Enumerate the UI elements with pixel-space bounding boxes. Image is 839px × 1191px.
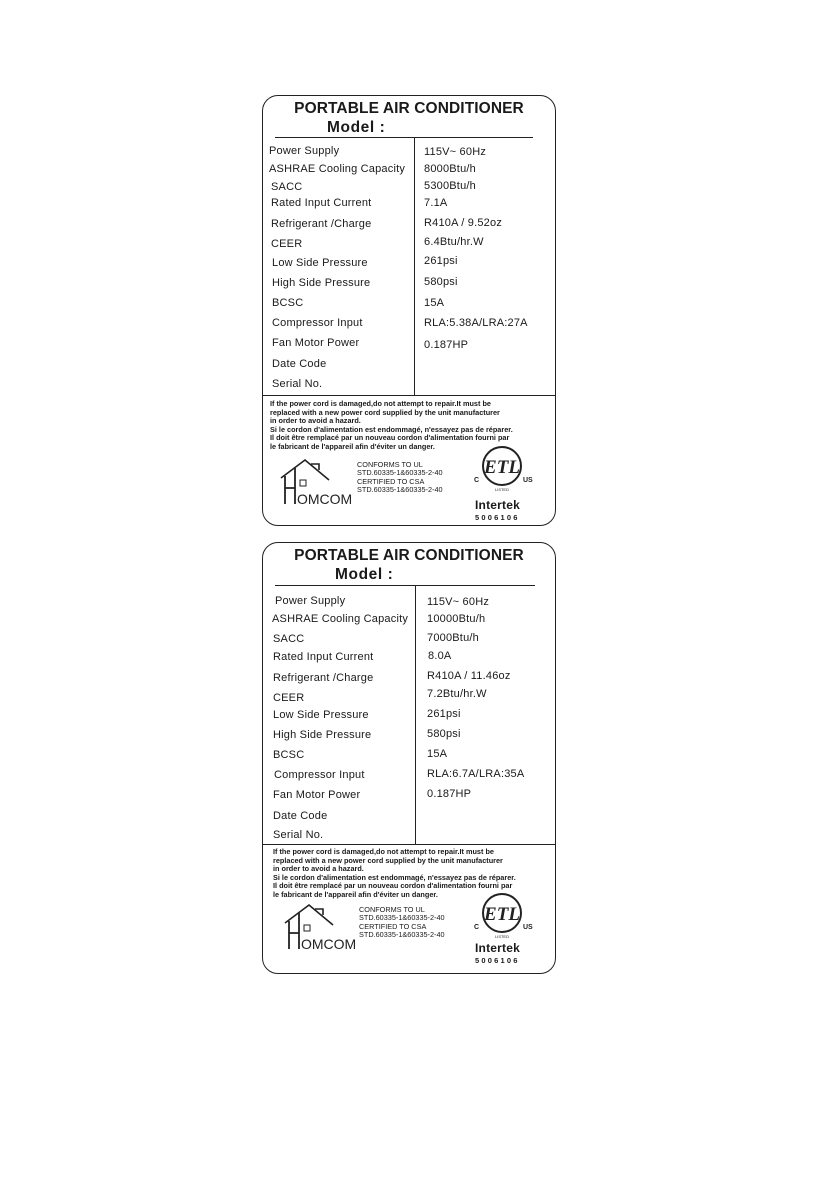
etl-text: ETL bbox=[484, 457, 520, 478]
spec-label-sacc: SACC bbox=[271, 181, 303, 193]
spec-label-serial: Serial No. bbox=[273, 829, 324, 841]
spec-value-power-supply: 115V~ 60Hz bbox=[424, 146, 487, 158]
intertek-text: Intertek bbox=[475, 498, 520, 512]
cert-line: STD.60335-1&60335-2-40 bbox=[359, 930, 445, 940]
warning-line: replaced with a new power cord supplied by the unit manufacturer bbox=[270, 407, 500, 417]
spec-value-rated-current: 7.1A bbox=[424, 197, 448, 209]
spec-label-rated-current: Rated Input Current bbox=[271, 197, 372, 209]
cert-line: CONFORMS TO UL bbox=[359, 905, 425, 914]
divider bbox=[275, 585, 535, 586]
warning-line: Il doit être remplacé par un nouveau cordon d'alimentation fourni par bbox=[273, 881, 513, 891]
column-divider bbox=[414, 137, 415, 395]
warning-line: Si le cordon d'alimentation est endommagé, n'essayez pas de réparer. bbox=[270, 424, 513, 434]
spec-value-low-pressure: 261psi bbox=[424, 255, 458, 267]
spec-label-power-supply: Power Supply bbox=[275, 595, 346, 607]
etl-c-text: C bbox=[474, 924, 480, 931]
spec-value-refrigerant: R410A / 11.46oz bbox=[427, 670, 511, 682]
label-title: PORTABLE AIR CONDITIONER bbox=[294, 100, 524, 117]
cert-line: CERTIFIED TO CSA bbox=[359, 921, 427, 931]
spec-label-refrigerant: Refrigerant /Charge bbox=[273, 672, 374, 684]
spec-label-cooling-capacity: ASHRAE Cooling Capacity bbox=[272, 613, 409, 625]
divider bbox=[263, 844, 555, 845]
warning-line: Il doit être remplacé par un nouveau cordon d'alimentation fourni par bbox=[270, 433, 510, 443]
spec-value-high-pressure: 580psi bbox=[424, 276, 458, 288]
etl-listed-mark bbox=[471, 891, 533, 941]
warning-line: Si le cordon d'alimentation est endommagé, n'essayez pas de réparer. bbox=[273, 872, 516, 882]
spec-label-date-code: Date Code bbox=[273, 810, 328, 822]
spec-value-ceer: 6.4Btu/hr.W bbox=[424, 236, 484, 248]
spec-label-ceer: CEER bbox=[271, 238, 303, 250]
spec-label-serial: Serial No. bbox=[272, 378, 323, 390]
spec-value-rated-current: 8.0A bbox=[428, 650, 452, 662]
spec-label-1 bbox=[262, 95, 556, 526]
spec-label-rated-current: Rated Input Current bbox=[273, 651, 374, 663]
spec-value-sacc: 5300Btu/h bbox=[424, 180, 476, 192]
spec-value-cooling-capacity: 10000Btu/h bbox=[427, 613, 486, 625]
etl-us-text: US bbox=[523, 477, 533, 484]
spec-value-compressor-input: RLA:6.7A/LRA:35A bbox=[427, 768, 525, 780]
spec-label-compressor-input: Compressor Input bbox=[272, 317, 363, 329]
spec-label-ceer: CEER bbox=[273, 692, 305, 704]
spec-label-2 bbox=[262, 542, 556, 974]
spec-value-cooling-capacity: 8000Btu/h bbox=[424, 163, 476, 175]
warning-line: replaced with a new power cord supplied by the unit manufacturer bbox=[273, 855, 503, 865]
column-divider bbox=[415, 585, 416, 844]
spec-label-refrigerant: Refrigerant /Charge bbox=[271, 218, 372, 230]
etl-listed-text: LISTED bbox=[494, 934, 510, 939]
cert-number: 5006106 bbox=[475, 513, 520, 522]
warning-line: If the power cord is damaged,do not attempt to repair.It must be bbox=[270, 399, 491, 408]
spec-value-bcsc: 15A bbox=[427, 748, 448, 760]
intertek-text: Intertek bbox=[475, 941, 520, 955]
warning-line: le fabricant de l'appareil afin d'éviter un danger. bbox=[270, 441, 435, 451]
spec-value-sacc: 7000Btu/h bbox=[427, 632, 479, 644]
etl-text: ETL bbox=[484, 904, 520, 925]
homcom-logo bbox=[275, 458, 353, 508]
homcom-logo bbox=[279, 903, 357, 953]
spec-label-low-pressure: Low Side Pressure bbox=[272, 257, 368, 269]
spec-label-date-code: Date Code bbox=[272, 358, 327, 370]
etl-listed-mark bbox=[471, 444, 533, 494]
certification-text bbox=[359, 906, 445, 940]
spec-label-high-pressure: High Side Pressure bbox=[273, 729, 372, 741]
spec-value-fan-motor: 0.187HP bbox=[424, 339, 469, 351]
spec-label-bcsc: BCSC bbox=[272, 297, 304, 309]
model-label: Model : bbox=[327, 119, 386, 136]
warning-line: in order to avoid a hazard. bbox=[273, 864, 364, 874]
warning-line: le fabricant de l'appareil afin d'éviter un danger. bbox=[273, 889, 438, 899]
spec-label-high-pressure: High Side Pressure bbox=[272, 277, 371, 289]
cert-line: STD.60335-1&60335-2-40 bbox=[359, 913, 445, 923]
spec-value-bcsc: 15A bbox=[424, 297, 445, 309]
spec-label-low-pressure: Low Side Pressure bbox=[273, 709, 369, 721]
warning-line: in order to avoid a hazard. bbox=[270, 416, 361, 426]
spec-value-fan-motor: 0.187HP bbox=[427, 788, 472, 800]
cert-line: STD.60335-1&60335-2-40 bbox=[357, 468, 443, 478]
spec-value-compressor-input: RLA:5.38A/LRA:27A bbox=[424, 317, 528, 329]
spec-label-power-supply: Power Supply bbox=[269, 145, 340, 157]
spec-value-ceer: 7.2Btu/hr.W bbox=[427, 688, 487, 700]
spec-label-fan-motor: Fan Motor Power bbox=[273, 789, 361, 801]
brand-text: OMCOM bbox=[297, 491, 353, 507]
model-label: Model : bbox=[335, 566, 394, 583]
spec-value-refrigerant: R410A / 9.52oz bbox=[424, 217, 503, 229]
cert-line: STD.60335-1&60335-2-40 bbox=[357, 485, 443, 495]
spec-value-low-pressure: 261psi bbox=[427, 708, 461, 720]
spec-value-power-supply: 115V~ 60Hz bbox=[427, 596, 490, 608]
etl-us-text: US bbox=[523, 924, 533, 931]
warning-line: If the power cord is damaged,do not attempt to repair.It must be bbox=[273, 847, 494, 856]
spec-value-high-pressure: 580psi bbox=[427, 728, 461, 740]
divider bbox=[263, 395, 555, 396]
cert-line: CONFORMS TO UL bbox=[357, 460, 423, 469]
spec-label-sacc: SACC bbox=[273, 633, 305, 645]
spec-label-cooling-capacity: ASHRAE Cooling Capacity bbox=[269, 163, 406, 175]
etl-listed-text: LISTED bbox=[494, 487, 510, 492]
cert-number: 5006106 bbox=[475, 956, 520, 965]
certification-text bbox=[357, 461, 443, 495]
spec-label-fan-motor: Fan Motor Power bbox=[272, 337, 360, 349]
label-title: PORTABLE AIR CONDITIONER bbox=[294, 547, 524, 564]
brand-text: OMCOM bbox=[301, 936, 357, 952]
cert-line: CERTIFIED TO CSA bbox=[357, 476, 425, 486]
etl-c-text: C bbox=[474, 477, 480, 484]
spec-label-compressor-input: Compressor Input bbox=[274, 769, 365, 781]
spec-label-bcsc: BCSC bbox=[273, 749, 305, 761]
divider bbox=[275, 137, 533, 138]
